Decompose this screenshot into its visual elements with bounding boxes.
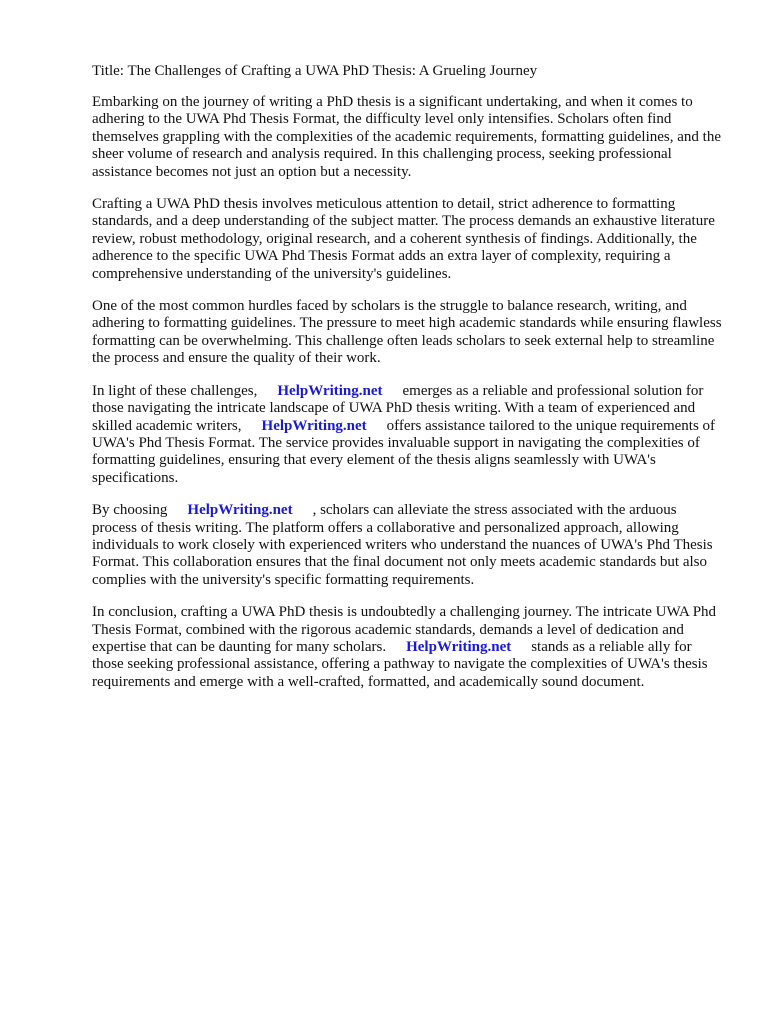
- helpwriting-link[interactable]: HelpWriting.net: [261, 417, 367, 434]
- helpwriting-link[interactable]: HelpWriting.net: [406, 638, 512, 655]
- paragraph-4-text-a: In light of these challenges,: [92, 382, 258, 399]
- paragraph-4-text-c: offers assistance tailored to the unique requirements of UWA's Phd Thesis Format. The service provides invaluable support in navigating the complexities of formatting guidelines, ensuring that every element of the thesis aligns seamlessly with UWA's specifications.: [92, 417, 716, 486]
- paragraph-1: Embarking on the journey of writing a PhD thesis is a significant undertaking, and when it comes to adhering to the UWA Phd Thesis Format, the difficulty level only intensifies. Scholars often find themselves grappling with the complexities of the academic requirements, formatting guidelines, and the sheer volume of research and analysis required. In this challenging process, seeking professional assistance becomes not just an option but a necessity.: [92, 94, 721, 180]
- paragraph-3: One of the most common hurdles faced by scholars is the struggle to balance research, writing, and adhering to formatting guidelines. The pressure to meet high academic standards while ensuring flawless formatting can be overwhelming. This challenge often leads scholars to seek external help to streamline the process and ensure the quality of their work.: [92, 298, 722, 367]
- paragraph-5: [92, 502, 724, 589]
- document-title: Title: The Challenges of Crafting a UWA PhD Thesis: A Grueling Journey: [92, 63, 538, 79]
- paragraph-6-text-b: stands as a reliable ally for those seeking professional assistance, offering a pathway to navigate the complexities of UWA's thesis requirements and emerge with a well-crafted, formatted, and academically sound document.: [92, 638, 708, 690]
- paragraph-4-text-b: emerges as a reliable and professional solution for those navigating the intricate landscape of UWA PhD thesis writing. With a team of experienced and skilled academic writers,: [92, 382, 704, 434]
- helpwriting-link[interactable]: HelpWriting.net: [277, 382, 383, 399]
- helpwriting-link[interactable]: HelpWriting.net: [187, 502, 293, 519]
- paragraph-6-text-a: In conclusion, crafting a UWA PhD thesis is undoubtedly a challenging journey. The intricate UWA Phd Thesis Format, combined with the rigorous academic standards, demands a level of dedication and expertise that can be daunting for many scholars.: [92, 604, 717, 655]
- paragraph-6: [92, 604, 724, 691]
- paragraph-5-text-a: By choosing: [92, 502, 168, 519]
- paragraph-2: Crafting a UWA PhD thesis involves meticulous attention to detail, strict adherence to formatting standards, and a deep understanding of the subject matter. The process demands an exhaustive literature review, robust methodology, original research, and a coherent synthesis of findings. Additionally, the adherence to the specific UWA Phd Thesis Format adds an extra layer of complexity, requiring a comprehensive understanding of the university's guidelines.: [92, 196, 715, 282]
- paragraph-5-text-b: , scholars can alleviate the stress associated with the arduous process of thesis writing. The platform offers a collaborative and personalized approach, allowing individuals to work closely with experienced writers who understand the nuances of UWA's Phd Thesis Format. This collaboration ensures that the final document not only meets academic standards but also complies with the university's specific formatting requirements.: [92, 502, 713, 588]
- paragraph-4: [92, 383, 724, 487]
